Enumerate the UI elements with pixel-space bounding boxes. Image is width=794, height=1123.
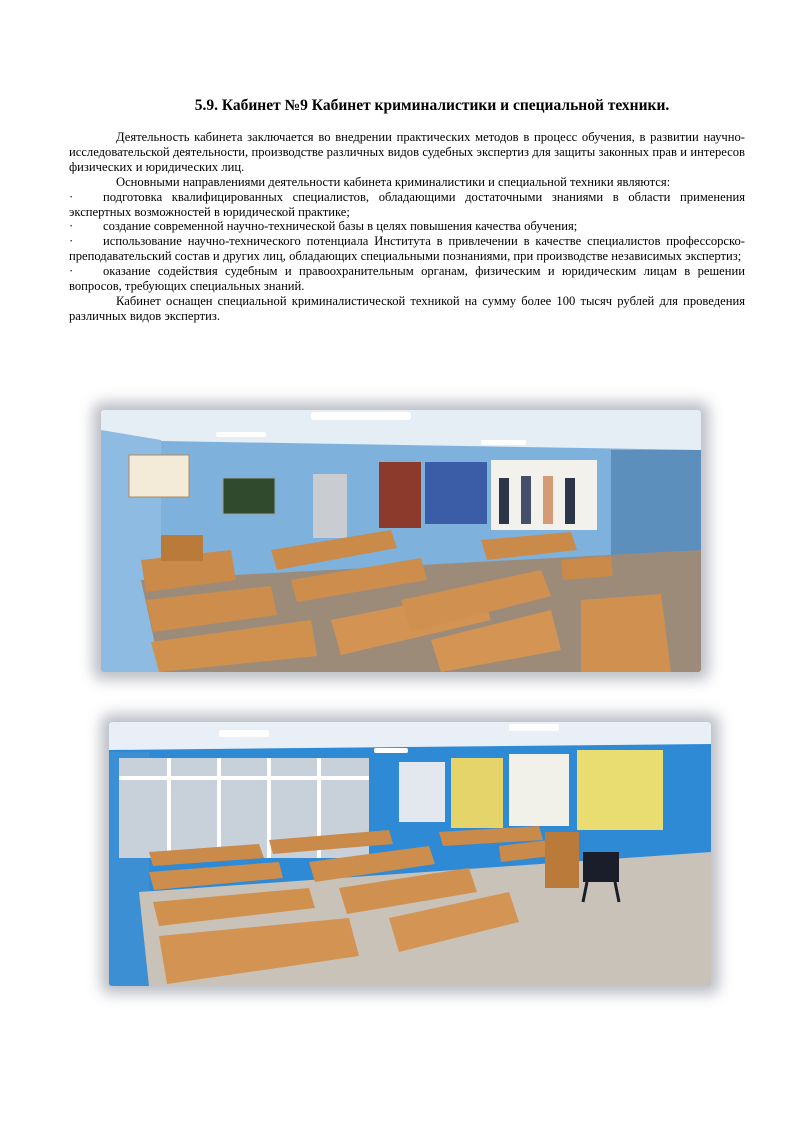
paragraph-activity: Деятельность кабинета заключается во внедрении практических методов в процесс обучения, в развитии научно-исследовательской деятельности, производстве различных видов судебных экспертиз для защиты законных прав и интересов физических и юридических лиц. xyxy=(69,130,745,174)
document-body xyxy=(69,130,745,324)
classroom-photo-1-illustration xyxy=(101,410,701,672)
list-item-text: использование научно-технического потенциала Института в привлечении в качестве специалистов профессорско-преподавательский состав и других лиц, обладающих специальными познаниями, при производстве независимых экспертиз; xyxy=(69,234,745,264)
classroom-photo-1 xyxy=(101,410,701,672)
list-item xyxy=(69,264,745,294)
list-item-text: подготовка квалифицированных специалистов, обладающими достаточными знаниями в области применения экспертных возможностей в юридической практике; xyxy=(69,189,745,219)
section-heading: 5.9. Кабинет №9 Кабинет криминалистики и специальной техники. xyxy=(194,97,670,114)
classroom-photo-2-illustration xyxy=(109,722,711,986)
bullet-marker: · xyxy=(69,219,74,234)
bullet-marker: · xyxy=(69,234,74,249)
paragraph-equipment: Кабинет оснащен специальной криминалистической техникой на сумму более 100 тысяч рублей для проведения различных видов экспертиз. xyxy=(69,293,745,323)
list-item-text: создание современной научно-технической базы в целях повышения качества обучения; xyxy=(103,219,578,234)
classroom-photo-2 xyxy=(109,722,711,986)
list-item xyxy=(69,190,745,220)
list-item-text: оказание содействия судебным и правоохранительным органам, физическим и юридическим лицам в решении вопросов, требующих специальных знаний. xyxy=(69,264,745,294)
list-item xyxy=(69,219,745,234)
bullet-marker: · xyxy=(69,189,74,204)
list-item xyxy=(69,234,745,264)
bullet-marker: · xyxy=(69,264,74,279)
paragraph-directions: Основными направлениями деятельности кабинета криминалистики и специальной техники являются: xyxy=(116,174,671,189)
